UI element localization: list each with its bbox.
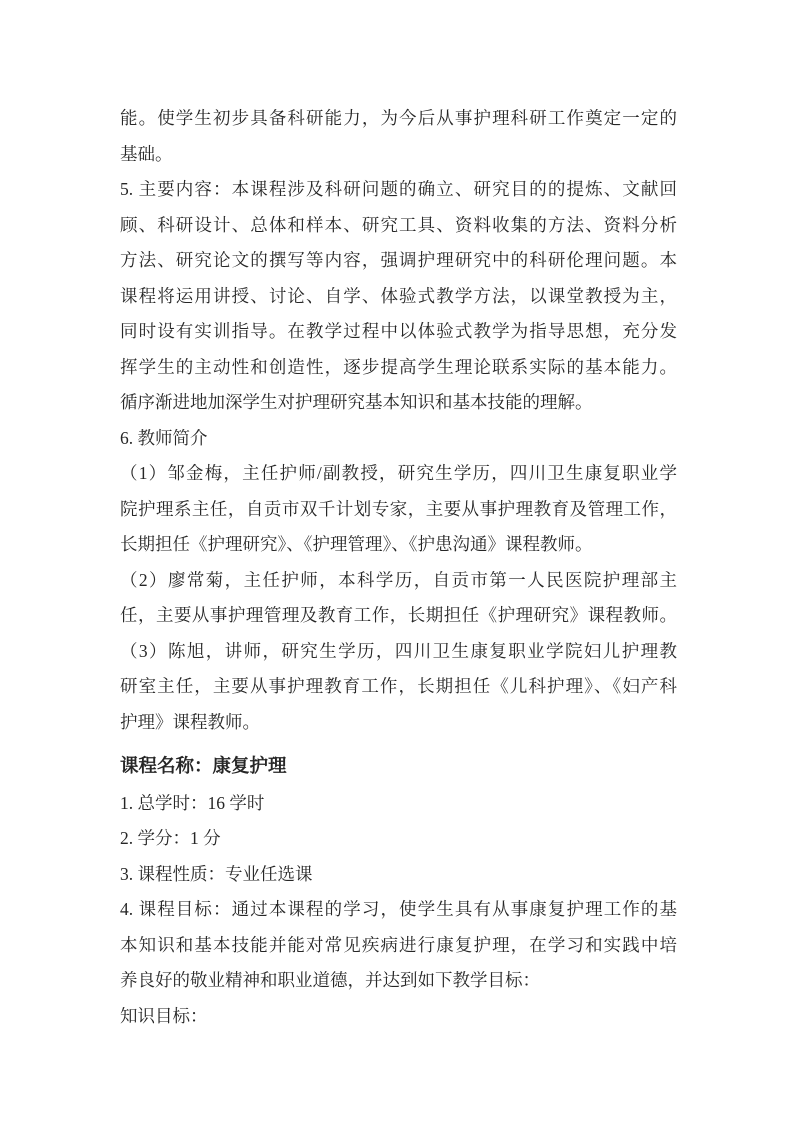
doc-line: 方法、研究论文的撰写等内容，强调护理研究中的科研伦理问题。本 [120,250,677,270]
doc-line: 护理》课程教师。 [120,711,260,732]
doc-line: 同时设有实训指导。在教学过程中以体验式教学为指导思想，充分发 [120,321,677,341]
doc-line: （3）陈旭，讲师，研究生学历，四川卫生康复职业学院妇儿护理教 [120,640,677,661]
doc-line: 课程将运用讲授、讨论、自学、体验式教学方法，以课堂教授为主， [120,285,677,306]
doc-line: 挥学生的主动性和创造性，逐步提高学生理论联系实际的基本能力。 [120,356,677,377]
document-body [120,101,677,1034]
doc-line: 4. 课程目标：通过本课程的学习，使学生具有从事康复护理工作的基 [120,899,677,919]
doc-line: （1）邹金梅，主任护师/副教授，研究生学历，四川卫生康复职业学 [120,463,677,483]
knowledge-goal-heading-line: 知识目标： [120,1005,208,1026]
blank-line [120,740,677,750]
doc-line: 养良好的敬业精神和职业道德，并达到如下教学目标： [120,970,540,990]
credit-line: 2. 学分：1 分 [120,828,221,848]
doc-line: 研室主任，主要从事护理教育工作，长期担任《儿科护理》、《妇产科 [120,676,677,696]
doc-line: 本知识和基本技能并能对常见疾病进行康复护理，在学习和实践中培 [120,934,677,955]
total-hours-line: 1. 总学时：16 学时 [120,792,265,813]
doc-line: 5. 主要内容：本课程涉及科研问题的确立、研究目的的提炼、文献回 [120,179,677,199]
course-type-line: 3. 课程性质：专业任选课 [120,863,313,884]
doc-line: 顾、科研设计、总体和样本、研究工具、资料收集的方法、资料分析 [120,214,677,235]
doc-line: （2）廖常菊，主任护师，本科学历，自贡市第一人民医院护理部主 [120,569,677,590]
doc-line: 院护理系主任，自贡市双千计划专家，主要从事护理教育及管理工作， [120,498,677,519]
doc-line: 任，主要从事护理管理及教育工作，长期担任《护理研究》课程教师。 [120,605,677,625]
doc-line: 长期担任《护理研究》、《护理管理》、《护患沟通》课程教师。 [120,534,593,554]
doc-line: 循序渐进地加深学生对护理研究基本知识和基本技能的理解。 [120,392,593,412]
doc-line: 基础。 [120,143,173,164]
teacher-intro-heading-line: 6. 教师简介 [120,427,208,448]
doc-line: 能。使学生初步具备科研能力，为今后从事护理科研工作奠定一定的 [120,108,677,128]
course-title-heading: 课程名称：康复护理 [120,757,287,777]
